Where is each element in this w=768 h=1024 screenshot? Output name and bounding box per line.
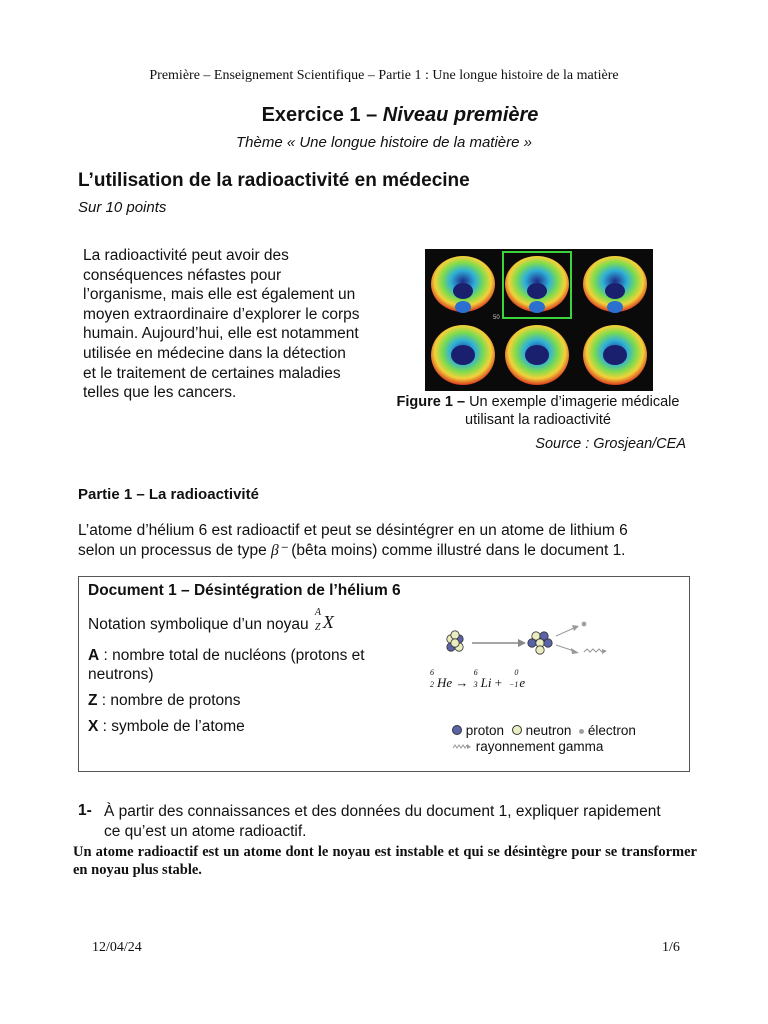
e-mass: 0	[514, 668, 519, 677]
answer-text: Un atome radioactif est un atome dont le noyau est instable et qui se désintègre pour se transformer en noyau plus stable.	[73, 844, 697, 878]
intro-paragraph	[83, 246, 403, 403]
footer-date: 12/04/24	[92, 940, 142, 955]
intro-line: conséquences néfastes pour	[83, 266, 282, 284]
beta-symbol: β⁻	[271, 542, 287, 559]
definition-key: X	[88, 718, 99, 735]
figure-caption-line2: utilisant la radioactivité	[465, 412, 611, 428]
legend-row	[452, 723, 636, 738]
figure-caption-line1	[388, 393, 688, 411]
li-charge: 3	[473, 680, 478, 689]
definition-text: : nombre de protons	[97, 692, 241, 709]
intro-line: La radioactivité peut avoir des	[83, 247, 289, 264]
intro-line: utilisée en médecine dans la détection	[83, 344, 346, 362]
electron-icon	[582, 622, 587, 627]
page-header: Première – Enseignement Scientifique – Partie 1 : Une longue histoire de la matière	[149, 68, 619, 83]
figure-source: Source : Grosjean/CEA	[535, 436, 686, 452]
points-label: Sur 10 points	[78, 199, 167, 216]
section-title: L’utilisation de la radioactivité en médecine	[78, 170, 470, 191]
he-mass: 6	[430, 668, 434, 677]
legend-gamma: rayonnement gamma	[475, 739, 604, 754]
brain-scan-image	[425, 249, 653, 391]
he-indices	[428, 668, 437, 690]
he-charge: 2	[430, 680, 434, 689]
brain-slice	[431, 325, 495, 385]
definition-x	[88, 717, 245, 736]
intro-line: et le traitement de certaines maladies	[83, 364, 341, 382]
legend-proton: proton	[465, 723, 505, 738]
definition-text: : symbole de l’atome	[98, 718, 245, 735]
e-symbol: e	[519, 675, 526, 690]
brain-slice	[583, 325, 647, 385]
e-indices	[505, 668, 519, 690]
he-symbol: He	[437, 675, 453, 690]
definition-z	[88, 691, 241, 710]
scan-tag: 50	[493, 315, 500, 321]
gamma-wave-icon	[584, 649, 602, 652]
decay-diagram	[430, 612, 690, 762]
definition-key: A	[88, 647, 100, 664]
helium-nucleus-icon	[447, 631, 463, 651]
li-indices	[472, 668, 481, 690]
notation-symbol	[313, 607, 337, 633]
definition-text: : nombre total de nucléons (protons et neutrons)	[88, 647, 365, 683]
intro-line: humain. Aujourd’hui, elle est notamment	[83, 325, 359, 343]
equation-plus: +	[494, 675, 503, 690]
decay-arrow-icon	[472, 639, 526, 647]
e-charge: −1	[508, 680, 519, 689]
proton-icon	[452, 725, 462, 735]
equation-arrow: →	[455, 675, 469, 690]
figure-label: Figure 1 –	[396, 394, 466, 410]
li-symbol: Li	[480, 675, 492, 690]
legend-row-gamma	[452, 739, 603, 754]
notation-a: A	[314, 607, 322, 618]
exercise-number: Exercice 1 –	[261, 104, 378, 126]
li-mass: 6	[473, 668, 478, 677]
gamma-emission-arrow-icon	[556, 645, 607, 654]
brain-scan-svg	[425, 249, 653, 391]
notation-x: X	[322, 612, 334, 632]
lithium-nucleus-icon	[528, 632, 552, 654]
electron-emission-arrow-icon	[556, 622, 586, 636]
question-number: 1-	[78, 802, 92, 819]
question-text	[104, 802, 694, 842]
decay-equation	[428, 668, 526, 691]
neutron-icon	[512, 725, 522, 735]
electron-legend-icon	[579, 729, 584, 734]
partie-line2	[78, 541, 698, 561]
definition-key: Z	[88, 692, 98, 709]
figure-caption	[388, 393, 688, 429]
figure-caption-text: Un exemple d’imagerie médicale	[469, 394, 680, 410]
document-title: Document 1 – Désintégration de l’hélium 6	[88, 582, 401, 599]
brain-slice	[505, 325, 569, 385]
exercise-theme: Thème « Une longue histoire de la matière »	[235, 134, 532, 151]
definition-a	[88, 646, 388, 684]
gamma-legend-icon	[452, 743, 472, 751]
partie-title: Partie 1 – La radioactivité	[78, 486, 259, 503]
footer-page-number: 1/6	[662, 940, 680, 955]
legend-electron: électron	[587, 723, 636, 738]
legend-neutron: neutron	[525, 723, 572, 738]
intro-line: l’organisme, mais elle est également un	[83, 286, 356, 304]
question-line2: ce qu’est un atome radioactif.	[104, 823, 307, 840]
intro-line: telles que les cancers.	[83, 384, 237, 402]
partie-line2-after: (bêta moins) comme illustré dans le document 1.	[291, 542, 626, 559]
notation-label: Notation symbolique d’un noyau	[88, 616, 309, 633]
notation-z: Z	[314, 622, 321, 633]
intro-line: moyen extraordinaire d’explorer le corps	[83, 305, 360, 323]
notation-line	[88, 607, 337, 634]
partie-line2-before: selon un processus de type	[78, 542, 267, 559]
exercise-level: Niveau première	[382, 104, 539, 126]
partie-intro	[78, 521, 698, 561]
partie-line1: L’atome d’hélium 6 est radioactif et peut se désintégrer en un atome de lithium 6	[78, 522, 628, 539]
exercise-title	[0, 104, 768, 127]
question-line1: À partir des connaissances et des données du document 1, expliquer rapidement	[104, 803, 661, 820]
